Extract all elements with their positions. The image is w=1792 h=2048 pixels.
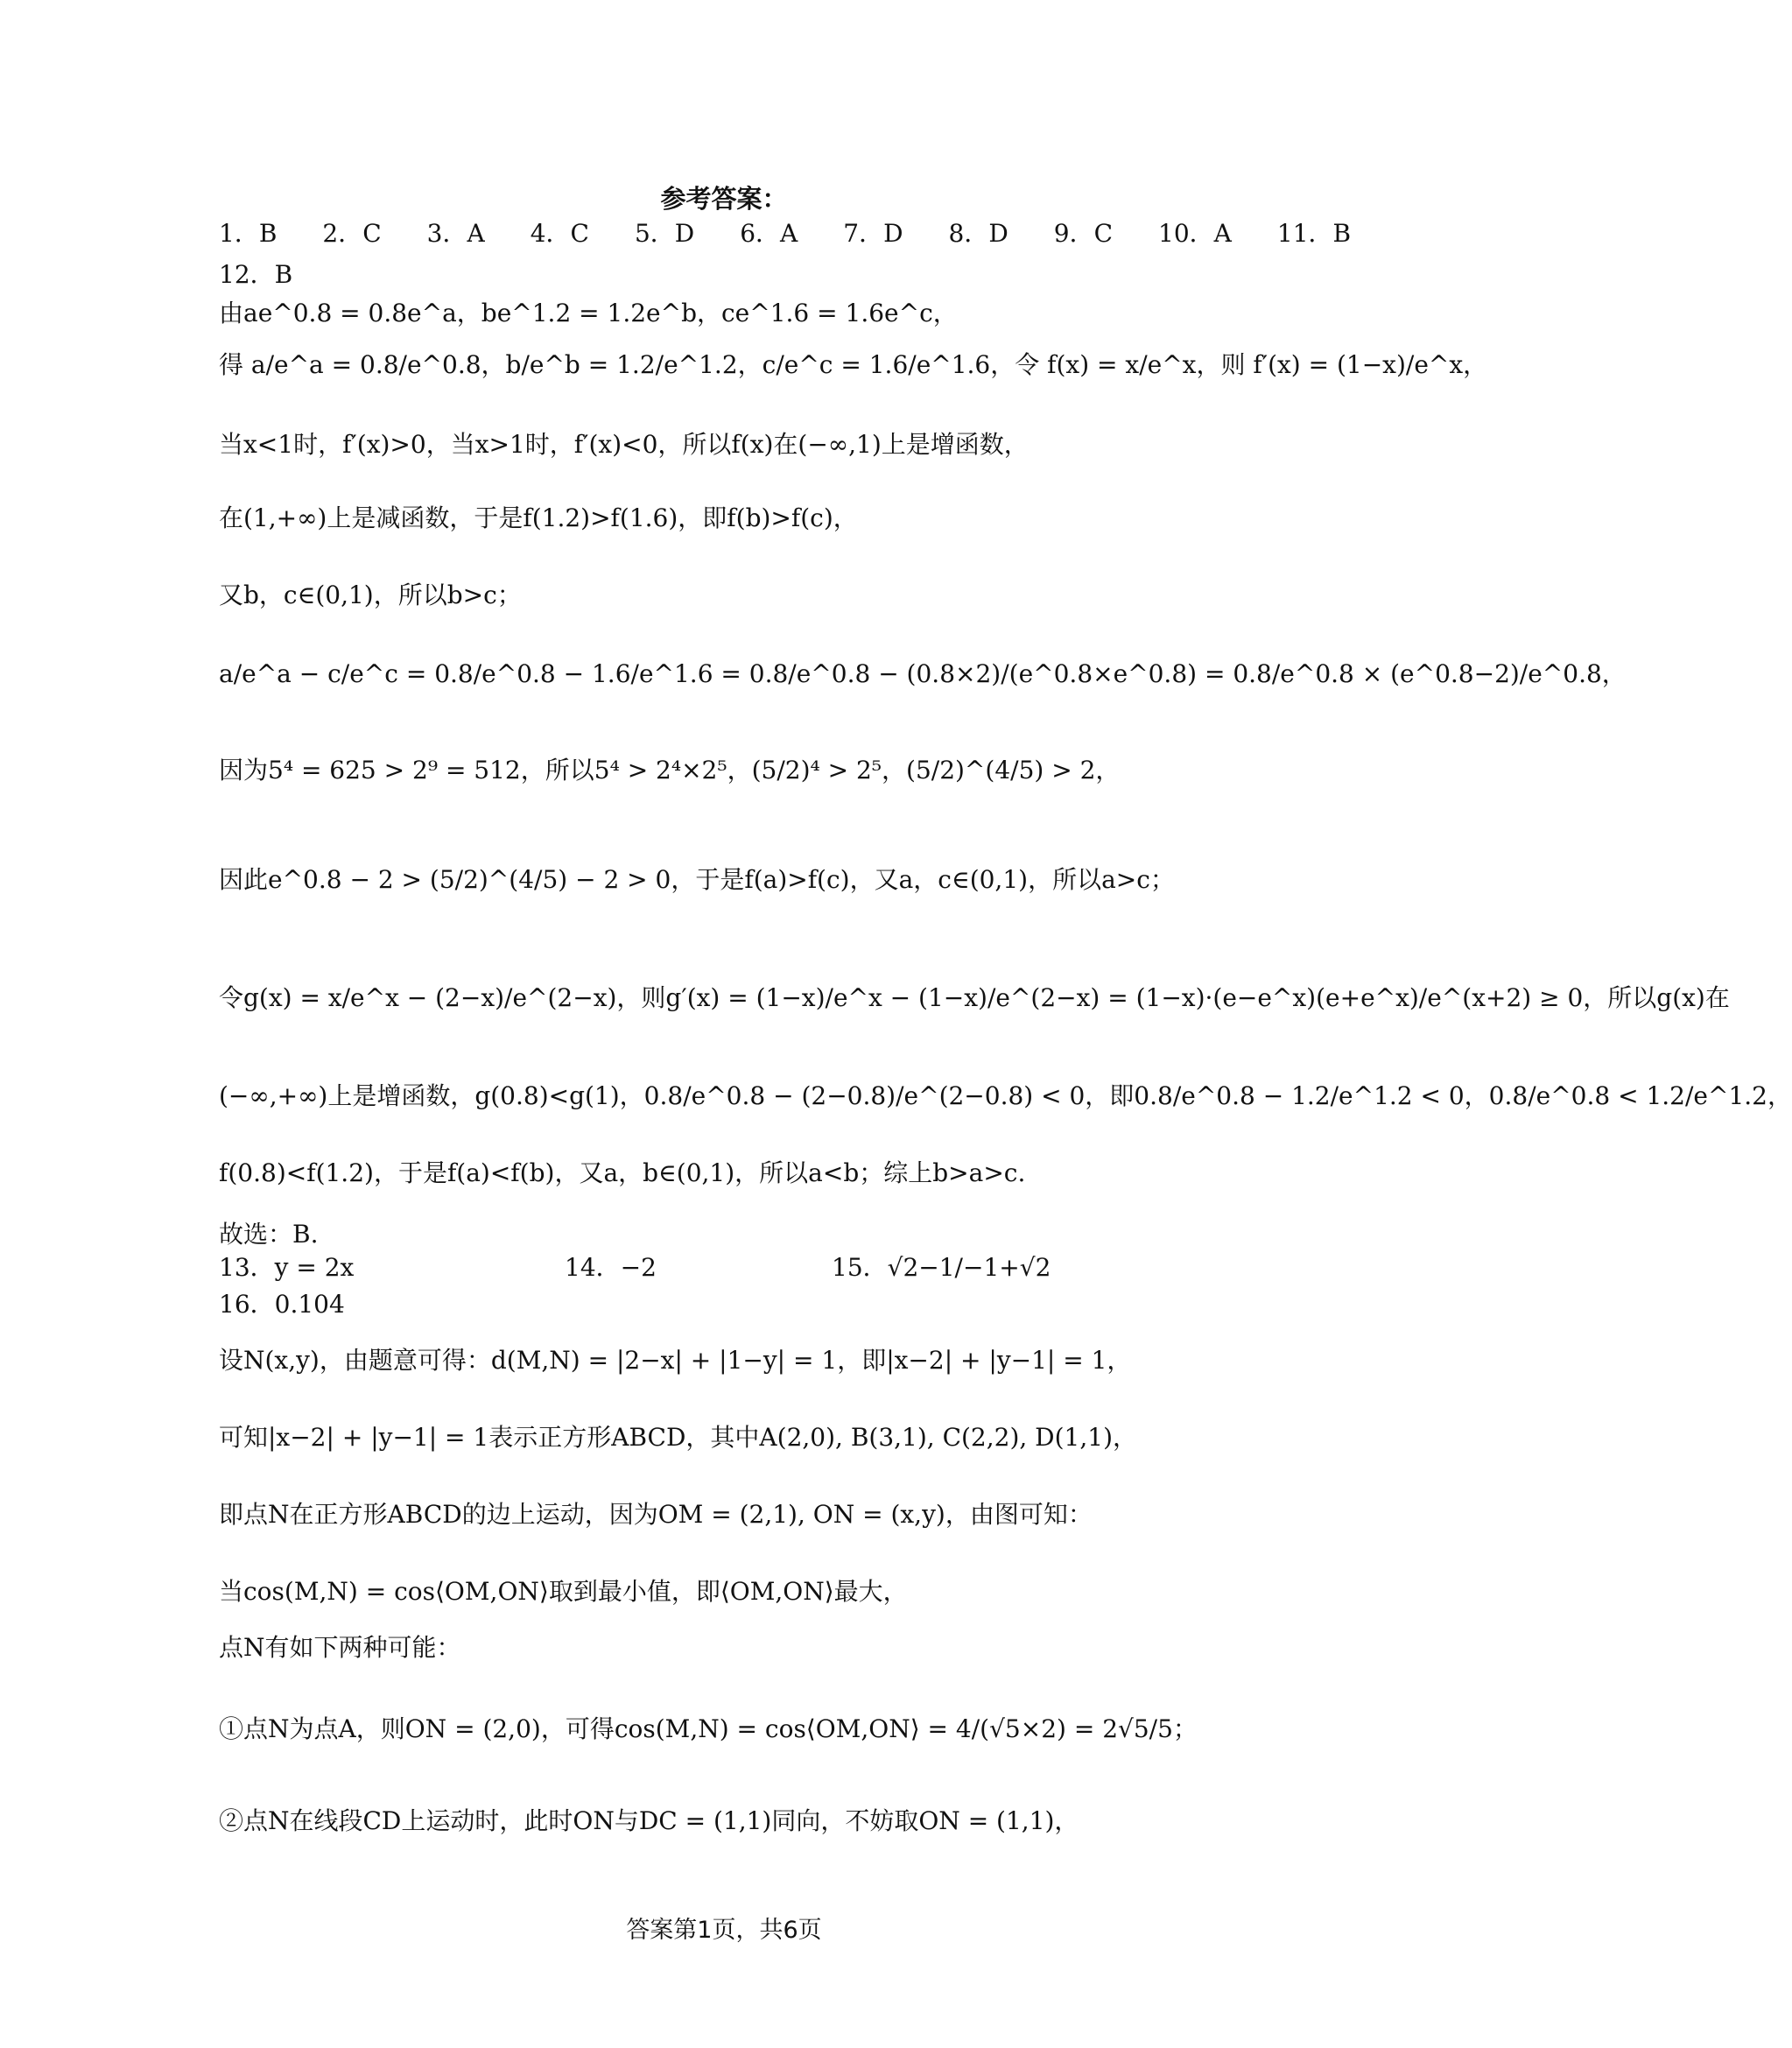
answer-1: 1．B bbox=[219, 219, 278, 248]
answer-4: 4．C bbox=[530, 219, 589, 248]
q12-line-5: 又b，c∈(0,1)，所以b>c； bbox=[219, 581, 522, 609]
q16-line-1: 设N(x,y)，由题意可得：d(M,N) = |2−x| + |1−y| = 1，即|x−2| + |y−1| = 1， bbox=[219, 1346, 1132, 1375]
answer-9: 9．C bbox=[1053, 219, 1114, 248]
q12-line-10: (−∞,+∞)上是增函数，g(0.8)<g(1)，0.8/e^0.8 − (2−0.8)/e^(2−0.8) < 0，即0.8/e^0.8 − 1.2/e^1.2 < 0，0.8/e^0.8 < 1.2/e^1.2， bbox=[219, 1081, 1792, 1110]
q12-line-8: 因此e^0.8 − 2 > (5/2)^(4/5) − 2 > 0，于是f(a)>f(c)，又a，c∈(0,1)，所以a>c； bbox=[219, 865, 1175, 894]
q12-line-3: 当x<1时，f′(x)>0，当x>1时，f′(x)<0，所以f(x)在(−∞,1)上是增函数， bbox=[219, 430, 1029, 459]
q13-answer: 13．y = 2x bbox=[219, 1253, 355, 1282]
answer-6: 6．A bbox=[740, 219, 798, 248]
answer-3: 3．A bbox=[426, 219, 485, 248]
q12-conclusion: 故选：B. bbox=[219, 1220, 319, 1249]
answer-11: 11．B bbox=[1276, 219, 1352, 248]
q16-line-6: ①点N为点A，则ON = (2,0)，可得cos(M,N) = cos⟨OM,ON⟩ = 4/(√5×2) = 2√5/5； bbox=[219, 1714, 1198, 1743]
q14-answer: 14．−2 bbox=[565, 1253, 657, 1282]
answer-10: 10．A bbox=[1158, 219, 1232, 248]
q12-line-7: 因为5⁴ = 625 > 2⁹ = 512，所以5⁴ > 2⁴×2⁵，(5/2)⁴ > 2⁵，(5/2)^(4/5) > 2， bbox=[219, 756, 1121, 785]
q12-header: 12．B bbox=[219, 260, 293, 289]
q12-line-6: a/e^a − c/e^c = 0.8/e^0.8 − 1.6/e^1.6 = 0.8/e^0.8 − (0.8×2)/(e^0.8×e^0.8) = 0.8/e^0.8 × (e^0.8−2)/e^0.8， bbox=[219, 659, 1627, 688]
answer-5: 5．D bbox=[634, 219, 695, 248]
answer-2: 2．C bbox=[322, 219, 382, 248]
q16-line-5: 点N有如下两种可能： bbox=[219, 1633, 461, 1662]
q15-answer: 15．√2−1/−1+√2 bbox=[832, 1253, 1051, 1282]
q16-line-4: 当cos(M,N) = cos⟨OM,ON⟩取到最小值，即⟨OM,ON⟩最大， bbox=[219, 1577, 908, 1606]
q16-line-3: 即点N在正方形ABCD的边上运动，因为OM = (2,1), ON = (x,y)，由图可知： bbox=[219, 1500, 1093, 1529]
q16-line-2: 可知|x−2| + |y−1| = 1表示正方形ABCD，其中A(2,0), B(3,1), C(2,2), D(1,1)， bbox=[219, 1423, 1138, 1452]
answer-8: 8．D bbox=[948, 219, 1008, 248]
q12-line-9: 令g(x) = x/e^x − (2−x)/e^(2−x)，则g′(x) = (1−x)/e^x − (1−x)/e^(2−x) = (1−x)·(e−e^x)(e+e^x)/e^(x+2) ≥ 0，所以g(x)在 bbox=[219, 983, 1730, 1012]
answer-7: 7．D bbox=[843, 219, 903, 248]
q12-line-1: 由ae^0.8 = 0.8e^a，be^1.2 = 1.2e^b，ce^1.6 = 1.6e^c， bbox=[219, 299, 958, 327]
q16-line-7: ②点N在线段CD上运动时，此时ON与DC = (1,1)同向，不妨取ON = (1,1)， bbox=[219, 1806, 1079, 1835]
page-footer: 答案第1页，共6页 bbox=[626, 1917, 822, 1944]
q12-line-11: f(0.8)<f(1.2)，于是f(a)<f(b)，又a，b∈(0,1)，所以a<b；综上b>a>c. bbox=[219, 1158, 1026, 1187]
q12-line-2: 得 a/e^a = 0.8/e^0.8，b/e^b = 1.2/e^1.2，c/e^c = 1.6/e^1.6，令 f(x) = x/e^x，则 f′(x) = (1−x)/e^x， bbox=[219, 350, 1488, 379]
page-title: 参考答案： bbox=[660, 184, 788, 214]
q16-header: 16．0.104 bbox=[219, 1290, 345, 1319]
q12-line-4: 在(1,+∞)上是减函数，于是f(1.2)>f(1.6)，即f(b)>f(c)， bbox=[219, 503, 858, 532]
choice-answers-row bbox=[219, 216, 1352, 251]
